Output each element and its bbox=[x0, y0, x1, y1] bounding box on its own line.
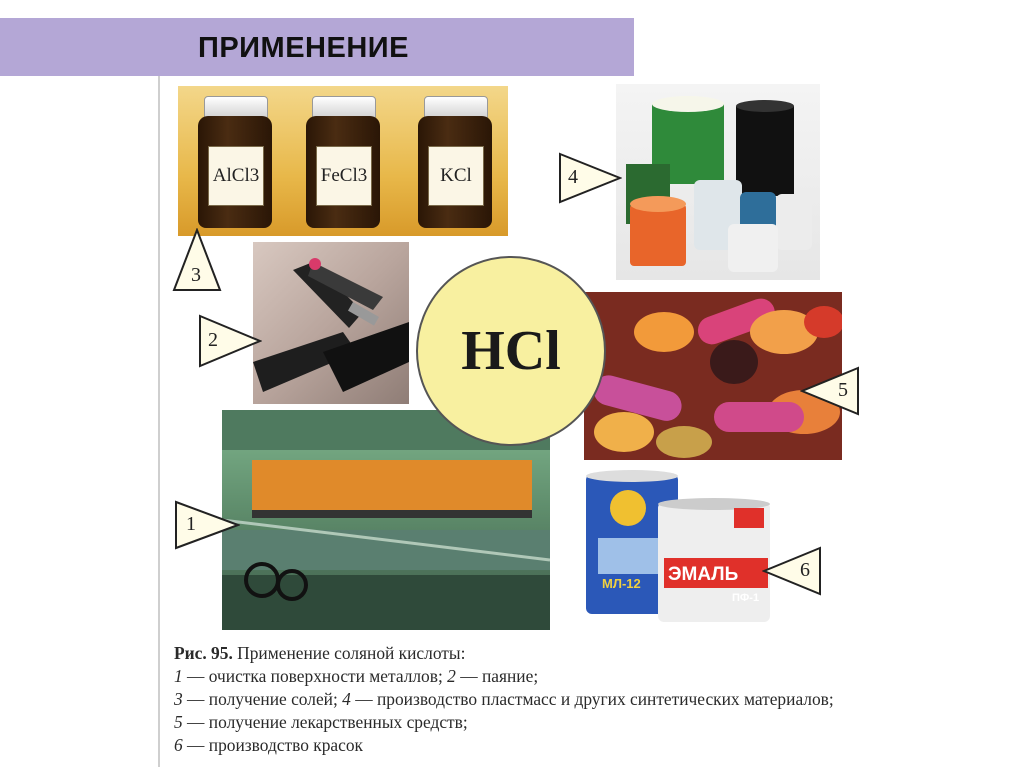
soldering-photo bbox=[253, 242, 409, 404]
marker-6: 6 bbox=[762, 546, 822, 596]
hcl-circle: HCl bbox=[416, 256, 606, 446]
jar-label: FeCl3 bbox=[316, 146, 372, 206]
paint-can-label-pf: ПФ-1 bbox=[732, 592, 760, 604]
marker-4: 4 bbox=[558, 152, 622, 204]
paint-can-label-ml12: МЛ-12 bbox=[602, 576, 641, 591]
caption-line-2: 1 — очистка поверхности металлов; 2 — паяние; bbox=[174, 666, 539, 686]
slide-title: ПРИМЕНЕНИЕ bbox=[198, 32, 409, 64]
caption-line-3: 3 — получение солей; 4 — производство пластмасс и других синтетических материалов; bbox=[174, 689, 834, 709]
figure-panel bbox=[160, 76, 1024, 767]
jar-kcl bbox=[418, 96, 492, 228]
marker-3: 3 bbox=[172, 228, 222, 292]
caption-line-4: 5 — получение лекарственных средств; bbox=[174, 712, 468, 732]
caption-line-1: Рис. 95. Применение соляной кислоты: bbox=[174, 643, 466, 663]
paint-photo bbox=[584, 468, 774, 628]
jar-label: AlCl3 bbox=[208, 146, 264, 206]
paint-can-label-emal: ЭМАЛЬ bbox=[668, 564, 739, 585]
figure-caption bbox=[174, 642, 834, 757]
marker-1: 1 bbox=[174, 500, 240, 550]
plastics-photo bbox=[616, 84, 820, 280]
jar-fecl3 bbox=[306, 96, 380, 228]
jar-label: KCl bbox=[428, 146, 484, 206]
marker-5: 5 bbox=[800, 366, 860, 416]
jar-alcl3 bbox=[198, 96, 272, 228]
marker-2: 2 bbox=[198, 314, 262, 368]
salts-photo bbox=[178, 86, 508, 236]
caption-line-5: 6 — производство красок bbox=[174, 735, 363, 755]
